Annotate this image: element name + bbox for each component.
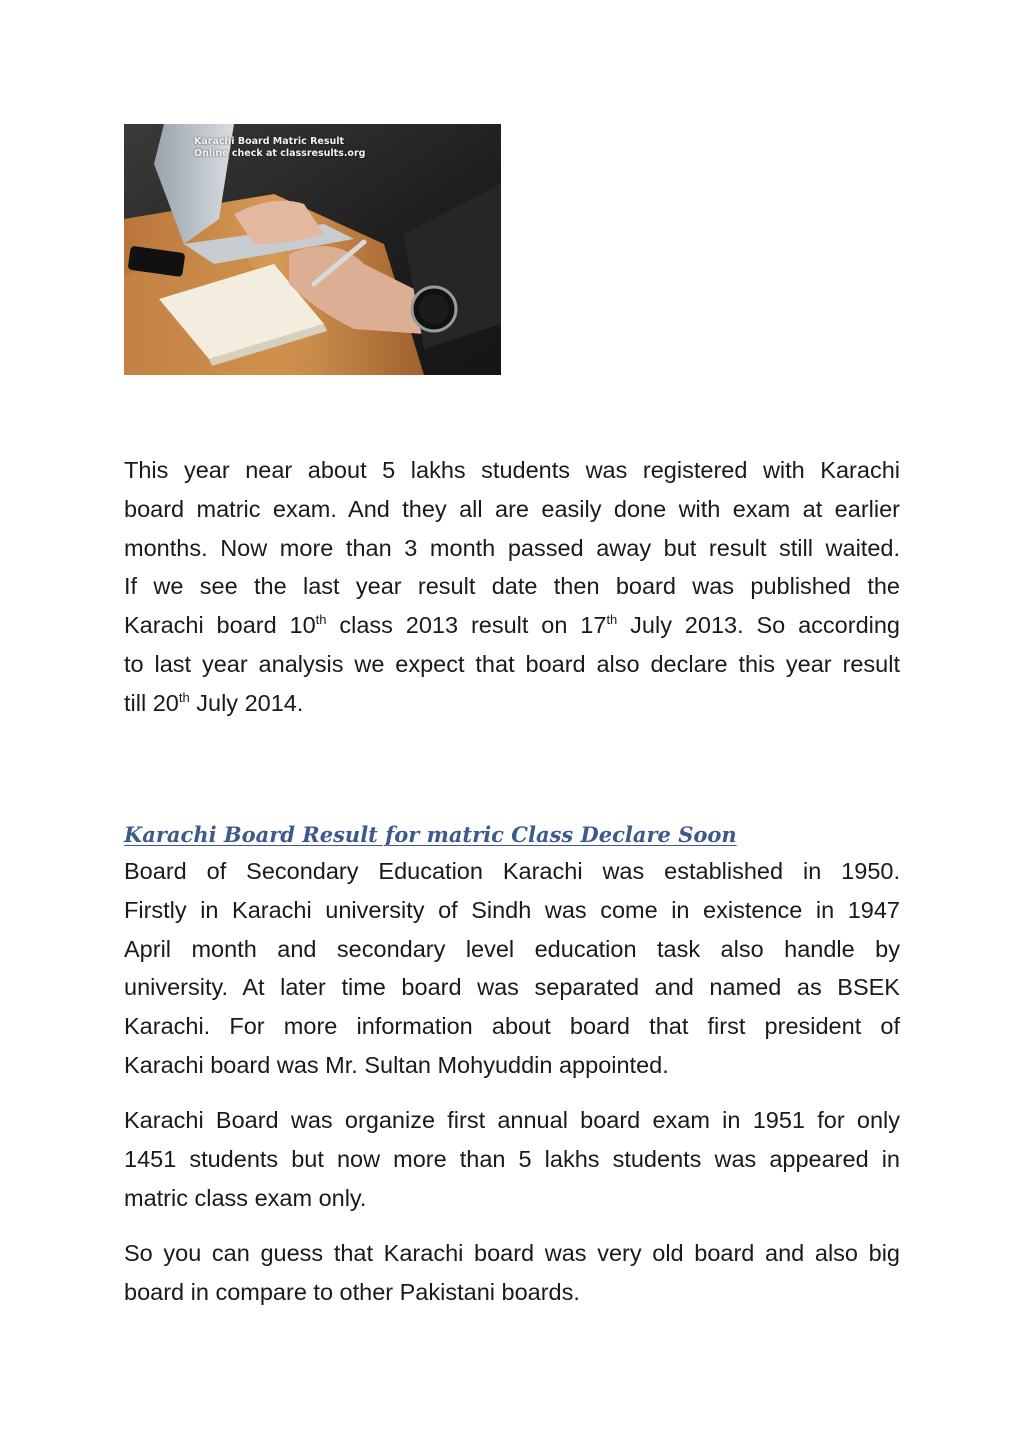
text-line: university. At later time board was separated and named as BSEK [124,974,900,1001]
intro-line: to last year analysis we expect that board also declare this year result [124,650,900,677]
text-line: Karachi board was Mr. Sultan Mohyuddin appointed. [124,1051,669,1078]
intro-text: July 2014. [189,689,304,716]
intro-line [124,606,900,645]
photo-caption-line-1: Karachi Board Matric Result [194,136,345,147]
intro-line [124,684,900,723]
intro-paragraph [124,451,900,723]
exam-paragraph [124,1101,900,1217]
superscript: th [178,689,190,705]
photo-caption-line-2: Online check at classresults.org [194,148,366,159]
text-line: matric class exam only. [124,1184,367,1211]
text-line: Karachi Board was organize first annual board exam in 1951 for only [124,1107,900,1133]
text-line: board in compare to other Pakistani boards. [124,1278,580,1305]
intro-text: class 2013 result on 17 [326,612,607,639]
article-photo [124,124,501,375]
history-paragraph [124,852,900,1085]
text-line: So you can guess that Karachi board was very old board and also big [124,1240,900,1266]
section-heading-link[interactable]: Karachi Board Result for matric Class Declare Soon [124,822,737,847]
text-line: Board of Secondary Education Karachi was established in 1950. [124,858,900,884]
text-line: 1451 students but now more than 5 lakhs students was appeared in [124,1145,900,1172]
intro-line: months. Now more than 3 month passed away but result still waited. [124,534,900,561]
intro-line: This year near about 5 lakhs students was registered with Karachi [124,457,900,483]
superscript: th [606,612,618,628]
intro-line: If we see the last year result date then board was published the [124,573,900,600]
conclusion-paragraph [124,1234,900,1312]
photo-illustration [124,124,501,375]
intro-text: till 20 [124,689,179,716]
intro-text: July 2013. So according [617,612,900,639]
intro-line: board matric exam. And they all are easily done with exam at earlier [124,495,900,522]
superscript: th [315,612,327,628]
intro-text: Karachi board 10 [124,612,316,639]
text-line: April month and secondary level education task also handle by [124,935,900,962]
photo-caption [194,136,365,160]
text-line: Firstly in Karachi university of Sindh was come in existence in 1947 [124,896,900,923]
text-line: Karachi. For more information about board that first president of [124,1013,900,1040]
